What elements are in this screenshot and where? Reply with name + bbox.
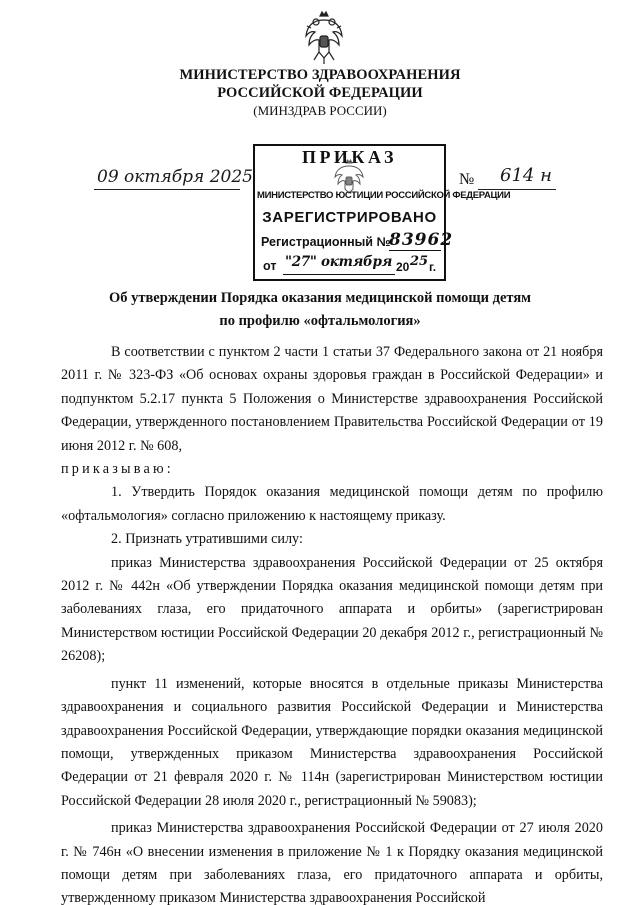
preamble-paragraph: В соответствии с пунктом 2 части 1 статьи 37 Федерального закона от 21 ноября 2011 г. № 323-ФЗ «Об основах охраны здоровья граждан в Российской Федерации» и подпунктом 5.2.17 пункта 5 Положения о Министерстве здравоохранения Российской Федерации, утвержденного постановлением Правительства Российской Федерации от 19 июня 2012 г. № 608,	[61, 344, 603, 454]
order-type-title: ПРИКАЗ	[301, 147, 398, 167]
document-title-line1: Об утверждении Порядка оказания медицинской помощи детям	[108, 290, 532, 306]
registration-stamp	[253, 144, 511, 281]
stamp-ministry-name: МИНИСТЕРСТВО ЮСТИЦИИ РОССИЙСКОЙ ФЕДЕРАЦИИ	[257, 190, 511, 201]
stamp-status: ЗАРЕГИСТРИРОВАНО	[262, 209, 437, 226]
item-2c-paragraph: приказ Министерства здравоохранения Российской Федерации от 27 июля 2020 г. № 746н «О внесении изменения в приложение № 1 к Порядку оказания медицинской помощи детям при заболеваниях глаза, его придаточного аппарата и орбиты, утвержденному приказом Министерства здравоохранения Российской	[61, 820, 603, 905]
order-number-sign: №	[459, 171, 475, 188]
item-1-paragraph: 1. Утвердить Порядок оказания медицинской помощи детям по профилю «офтальмология» согласно приложению к настоящему приказу.	[61, 484, 603, 524]
stamp-reg-number: 83962	[389, 230, 454, 250]
item-2b-paragraph: пункт 11 изменений, которые вносятся в отдельные приказы Министерства здравоохранения и социального развития Российской Федерации и Министерства здравоохранения Российской Федерации, утверждающие порядки оказания медицинской помощи, утвержденных приказом Министерства здравоохранения Российской Федерации от 21 февраля 2020 г. № 114н (зарегистрирован Министерством юстиции Российской Федерации 28 июля 2020 г., регистрационный № 59083);	[61, 675, 603, 809]
document-title	[60, 287, 580, 333]
order-date-handwritten: 09 октября 2025	[97, 167, 253, 187]
coat-of-arms-icon	[303, 10, 345, 66]
order-number-handwritten: 614 н	[500, 165, 552, 186]
ministry-name-line1: МИНИСТЕРСТВО ЗДРАВООХРАНЕНИЯ	[179, 67, 461, 83]
stamp-date-prefix: от	[263, 259, 277, 273]
reg-number-underline	[389, 250, 441, 251]
stamp-year-printed: 20	[396, 260, 410, 274]
stamp-reg-label: Регистрационный №	[261, 235, 391, 249]
document-body	[61, 341, 603, 905]
stamp-year-handwritten: 25	[410, 254, 429, 269]
ministry-short-name: (МИНЗДРАВ РОССИИ)	[253, 103, 387, 118]
date-underline	[94, 189, 240, 190]
stamp-date-handwritten: "27" октября	[285, 254, 393, 270]
ministry-name-line2: РОССИЙСКОЙ ФЕДЕРАЦИИ	[217, 85, 423, 101]
stamp-date-underline	[283, 274, 395, 275]
document-title-line2: по профилю «офтальмология»	[219, 313, 421, 329]
stamp-year-suffix: г.	[429, 260, 437, 274]
item-2a-paragraph: приказ Министерства здравоохранения Российской Федерации от 25 октября 2012 г. № 442н «Об утверждении Порядка оказания медицинской помощи детям при заболеваниях глаза, его придаточного аппарата и орбиты» (зарегистрирован Министерством юстиции Российской Федерации 20 декабря 2012 г., регистрационный № 26208);	[61, 554, 603, 665]
order-word: приказываю:	[61, 461, 174, 478]
item-2-paragraph: 2. Признать утратившими силу:	[111, 531, 303, 548]
